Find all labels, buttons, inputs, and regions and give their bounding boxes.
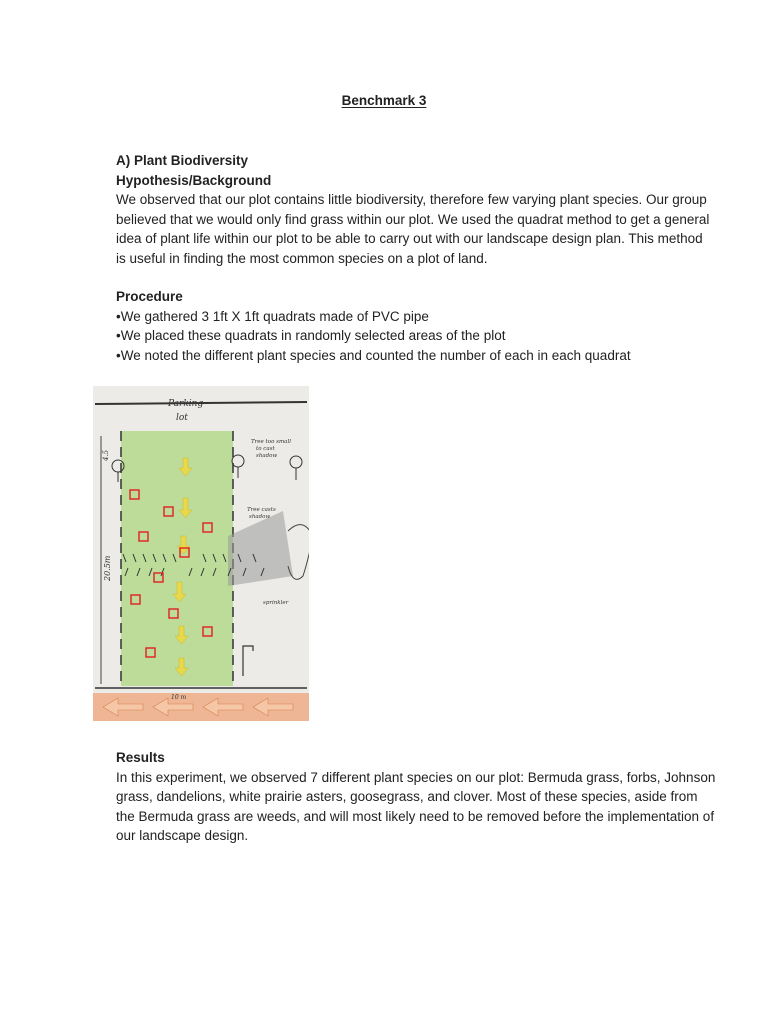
plot-drawing [93,386,309,721]
procedure-heading: Procedure [116,289,183,304]
procedure-section [116,287,716,365]
procedure-item: •We noted the different plant species and counted the number of each in each quadrat [116,347,631,363]
label-width: 10 m [171,694,187,701]
plot-drawing-svg [93,386,309,721]
label-height: 20.5m [103,555,112,581]
label-tree-small: Tree too small [251,439,291,445]
section-plant-biodiversity [116,151,716,268]
label-tree-casts: Tree casts [247,507,276,513]
label-tree-small-2: to cast [256,446,275,452]
label-lot: lot [176,413,188,423]
hypothesis-paragraph: We observed that our plot contains little biodiversity, therefore few varying plant species. Our group believed that we would only find grass within our plot. We used the quadrat method to get a general idea of plant life within our plot to be able to carry out with our landscape design plan. This method is useful in finding the most common species on a plot of land. [116,192,710,266]
label-parking: Parking [168,399,204,409]
label-sprinkler: sprinkler [263,600,289,606]
hypothesis-heading: Hypothesis/Background [116,172,272,188]
procedure-item: •We placed these quadrats in randomly selected areas of the plot [116,328,506,343]
label-left-mark: 4.5 [102,449,110,461]
results-heading: Results [116,750,165,765]
results-paragraph: In this experiment, we observed 7 different plant species on our plot: Bermuda grass, forbs, Johnson grass, dandelions, white prairie asters, goosegrass, and clover. Most of these species, aside from the Bermuda grass are weeds, and will most likely need to be removed before the implementation of our landscape design. [116,769,716,843]
label-tree-casts-2: shadow [249,514,271,520]
procedure-item: •We gathered 3 1ft X 1ft quadrats made of PVC pipe [116,308,429,324]
results-section [116,748,716,846]
grass-plot [121,431,233,686]
label-tree-small-3: shadow [256,453,278,459]
document-title: Benchmark 3 [341,93,427,108]
section-heading: A) Plant Biodiversity [116,153,249,168]
